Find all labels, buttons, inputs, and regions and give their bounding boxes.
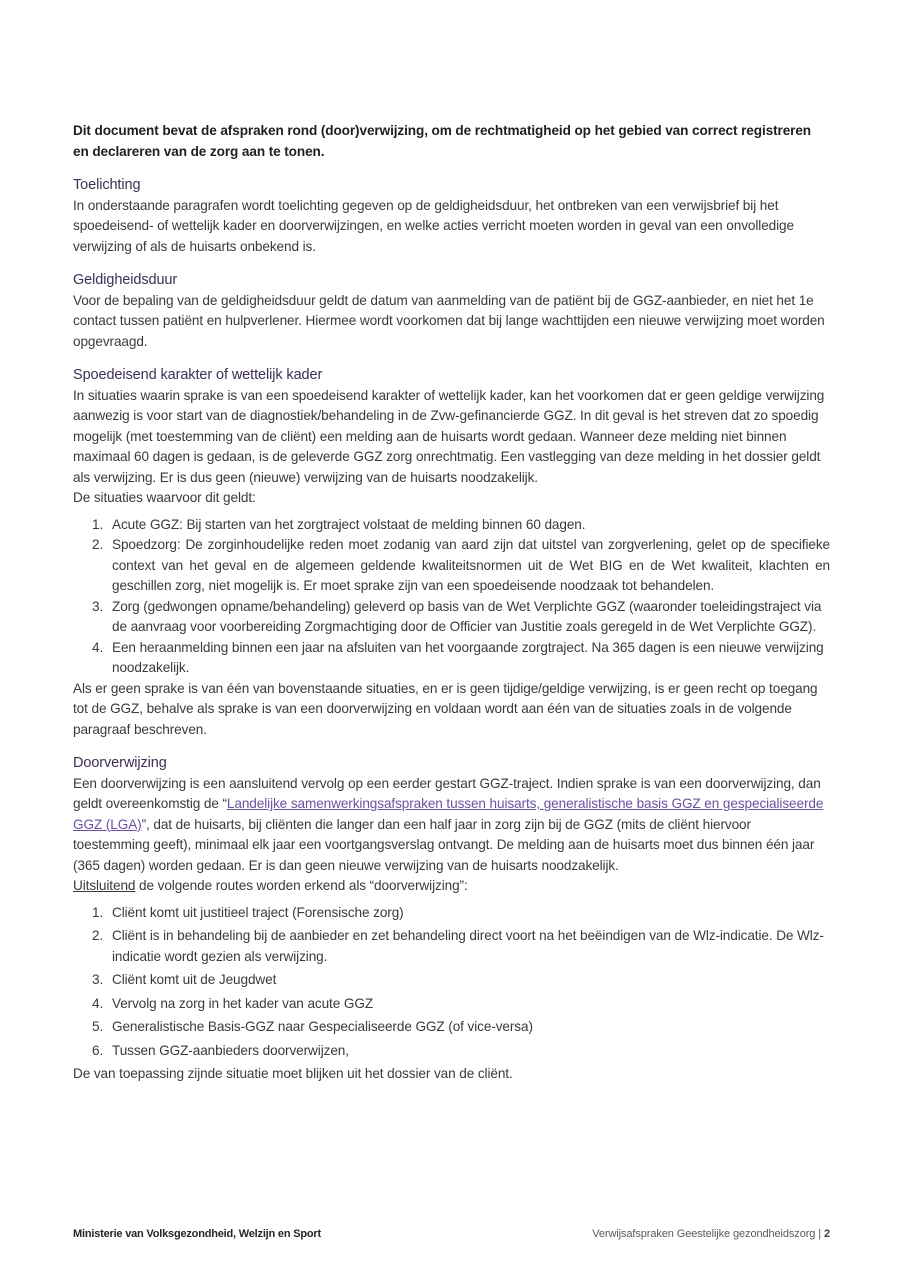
list-item-text: Cliënt komt uit justitieel traject (Forensische zorg) bbox=[112, 904, 404, 920]
heading-geldigheidsduur: Geldigheidsduur bbox=[73, 272, 178, 288]
situations-intro: De situaties waarvoor dit geldt: bbox=[73, 490, 256, 505]
no-situations-paragraph: Als er geen sprake is van één van bovenstaande situaties, en er is geen tijdige/geldige verwijzing, is er geen recht op toegang tot de GGZ, behalve als sprake is van een doorverwijzing en voldaan wordt aan één van de situaties zoals in de volgende paragraaf beschreven. bbox=[73, 680, 818, 737]
list-item-text: Tussen GGZ-aanbieders doorverwijzen, bbox=[112, 1042, 349, 1058]
heading-toelichting: Toelichting bbox=[73, 177, 141, 193]
list-item-text: Een heraanmelding binnen een jaar na afsluiten van het voorgaande zorgtraject. Na 365 dagen is een nieuwe verwijzing noodzakelijk. bbox=[112, 639, 824, 675]
list-item-number: 2. bbox=[92, 537, 104, 552]
uitsluitend-word: Uitsluitend bbox=[73, 878, 136, 893]
list-item bbox=[73, 994, 830, 1015]
list-item bbox=[73, 1041, 830, 1062]
list-item bbox=[73, 515, 830, 536]
heading-spoedeisend: Spoedeisend karakter of wettelijk kader bbox=[73, 367, 323, 383]
list-item-text: Zorg (gedwongen opname/behandeling) geleverd op basis van de Wet Verplichte GGZ (waaronder toeleidingstraject via de aanvraag voor voorbereiding Zorgmachtiging door de Officier van Justitie zoals geregeld in de Wet Verplichte GGZ). bbox=[112, 598, 822, 634]
list-item-number: 2. bbox=[92, 928, 104, 943]
list-item-number: 1. bbox=[92, 516, 104, 532]
footer-title-text: Verwijsafspraken Geestelijke gezondheidszorg | bbox=[592, 1228, 824, 1240]
doorverwijzing-text-after: ”, dat de huisarts, bij cliënten die langer dan een half jaar in zorg zijn bij de GGZ (mits de cliënt hiervoor toestemming geeft), minimaal elk jaar een voortgangsverslag ontvangt. De melding aan de huisarts moet dus binnen één jaar (365 dagen) worden gedaan. Er is dan geen nieuwe verwijzing van de huisarts noodzakelijk. bbox=[73, 816, 815, 873]
intro-paragraph: Dit document bevat de afspraken rond (door)verwijzing, om de rechtmatigheid op het gebied van correct registreren en declareren van de zorg aan te tonen. bbox=[73, 123, 812, 159]
list-item-number: 4. bbox=[92, 995, 104, 1011]
list-item bbox=[73, 970, 830, 991]
list-item-text: Cliënt komt uit de Jeugdwet bbox=[112, 972, 277, 987]
routes-intro bbox=[73, 876, 830, 897]
page-number: 2 bbox=[823, 1228, 830, 1240]
list-item bbox=[73, 597, 830, 638]
toelichting-body: In onderstaande paragrafen wordt toelichting gegeven op de geldigheidsduur, het ontbreken van een verwijsbrief bij het spoedeisend- of wettelijk kader en doorverwijzingen, en welke acties verricht moeten worden in geval van een onvolledige verwijzing of als de huisarts onbekend is. bbox=[73, 197, 794, 254]
list-item-text: Acute GGZ: Bij starten van het zorgtraject volstaat de melding binnen 60 dagen. bbox=[112, 516, 586, 532]
footer-document-title bbox=[592, 1227, 830, 1241]
list-item bbox=[73, 1017, 830, 1038]
heading-doorverwijzing: Doorverwijzing bbox=[73, 755, 167, 771]
list-item bbox=[73, 535, 830, 597]
routes-list bbox=[73, 903, 830, 1062]
geldigheidsduur-body: Voor de bepaling van de geldigheidsduur geldt de datum van aanmelding van de patiënt bij de GGZ-aanbieder, en niet het 1e contact tussen patiënt en hulpverlener. Hiermee wordt voorkomen dat bij lange wachttijden een nieuwe verwijzing moet worden opgevraagd. bbox=[73, 292, 825, 349]
list-item-text: Vervolg na zorg in het kader van acute GGZ bbox=[112, 995, 374, 1011]
page-footer bbox=[73, 1227, 830, 1241]
list-item bbox=[73, 926, 830, 967]
doorverwijzing-text-before: Een doorverwijzing is een aansluitend vervolg op een eerder gestart GGZ-traject. Indien sprake is van een doorverwijzing, dan geldt overeenkomstig de “ bbox=[73, 775, 821, 811]
dossier-note: De van toepassing zijnde situatie moet blijken uit het dossier van de cliënt. bbox=[73, 1066, 513, 1081]
list-item-number: 6. bbox=[92, 1042, 104, 1058]
list-item-number: 5. bbox=[92, 1019, 104, 1034]
situations-list bbox=[73, 515, 830, 679]
routes-intro-rest: de volgende routes worden erkend als “doorverwijzing”: bbox=[135, 878, 468, 893]
list-item-text: Generalistische Basis-GGZ naar Gespecialiseerde GGZ (of vice-versa) bbox=[112, 1019, 533, 1034]
list-item bbox=[73, 903, 830, 924]
lga-link[interactable]: Landelijke samenwerkingsafspraken tussen huisarts, generalistische basis GGZ en gespecialiseerde GGZ (LGA) bbox=[73, 796, 824, 832]
list-item-number: 3. bbox=[92, 598, 104, 614]
list-item bbox=[73, 638, 830, 679]
list-item-text: Spoedzorg: De zorginhoudelijke reden moet zodanig van aard zijn dat uitstel van zorgverlening, gelet op de specifieke context van het geval en de algemeen geldende kwaliteitsnormen uit de Wet BIG en de Wet kwaliteit, klachten en geschillen zorg, niet mogelijk is. Er moet sprake zijn van een spoedeisende noodzaak tot behandelen. bbox=[112, 537, 830, 593]
doorverwijzing-paragraph bbox=[73, 774, 830, 877]
footer-ministry-label: Ministerie van Volksgezondheid, Welzijn en Sport bbox=[73, 1228, 321, 1240]
document-page bbox=[73, 121, 830, 1085]
list-item-number: 4. bbox=[92, 639, 104, 655]
list-item-text: Cliënt is in behandeling bij de aanbieder en zet behandeling direct voort na het beëindigen van de Wlz-indicatie. De Wlz-indicatie wordt gezien als verwijzing. bbox=[112, 928, 824, 964]
list-item-number: 3. bbox=[92, 972, 104, 987]
list-item-number: 1. bbox=[92, 904, 104, 920]
spoedeisend-body: In situaties waarin sprake is van een spoedeisend karakter of wettelijk kader, kan het voorkomen dat er geen geldige verwijzing aanwezig is voor start van de diagnostiek/behandeling in de Zvw-gefinancierde GGZ. In dit geval is het streven dat zo spoedig mogelijk (met toestemming van de cliënt) een melding aan de huisarts wordt gedaan. Wanneer deze melding niet binnen maximaal 60 dagen is gedaan, is de geleverde GGZ zorg onrechtmatig. Een vastlegging van deze melding in het dossier geldt als verwijzing. Er is dus geen (nieuwe) verwijzing van de huisarts noodzakelijk. bbox=[73, 387, 825, 485]
